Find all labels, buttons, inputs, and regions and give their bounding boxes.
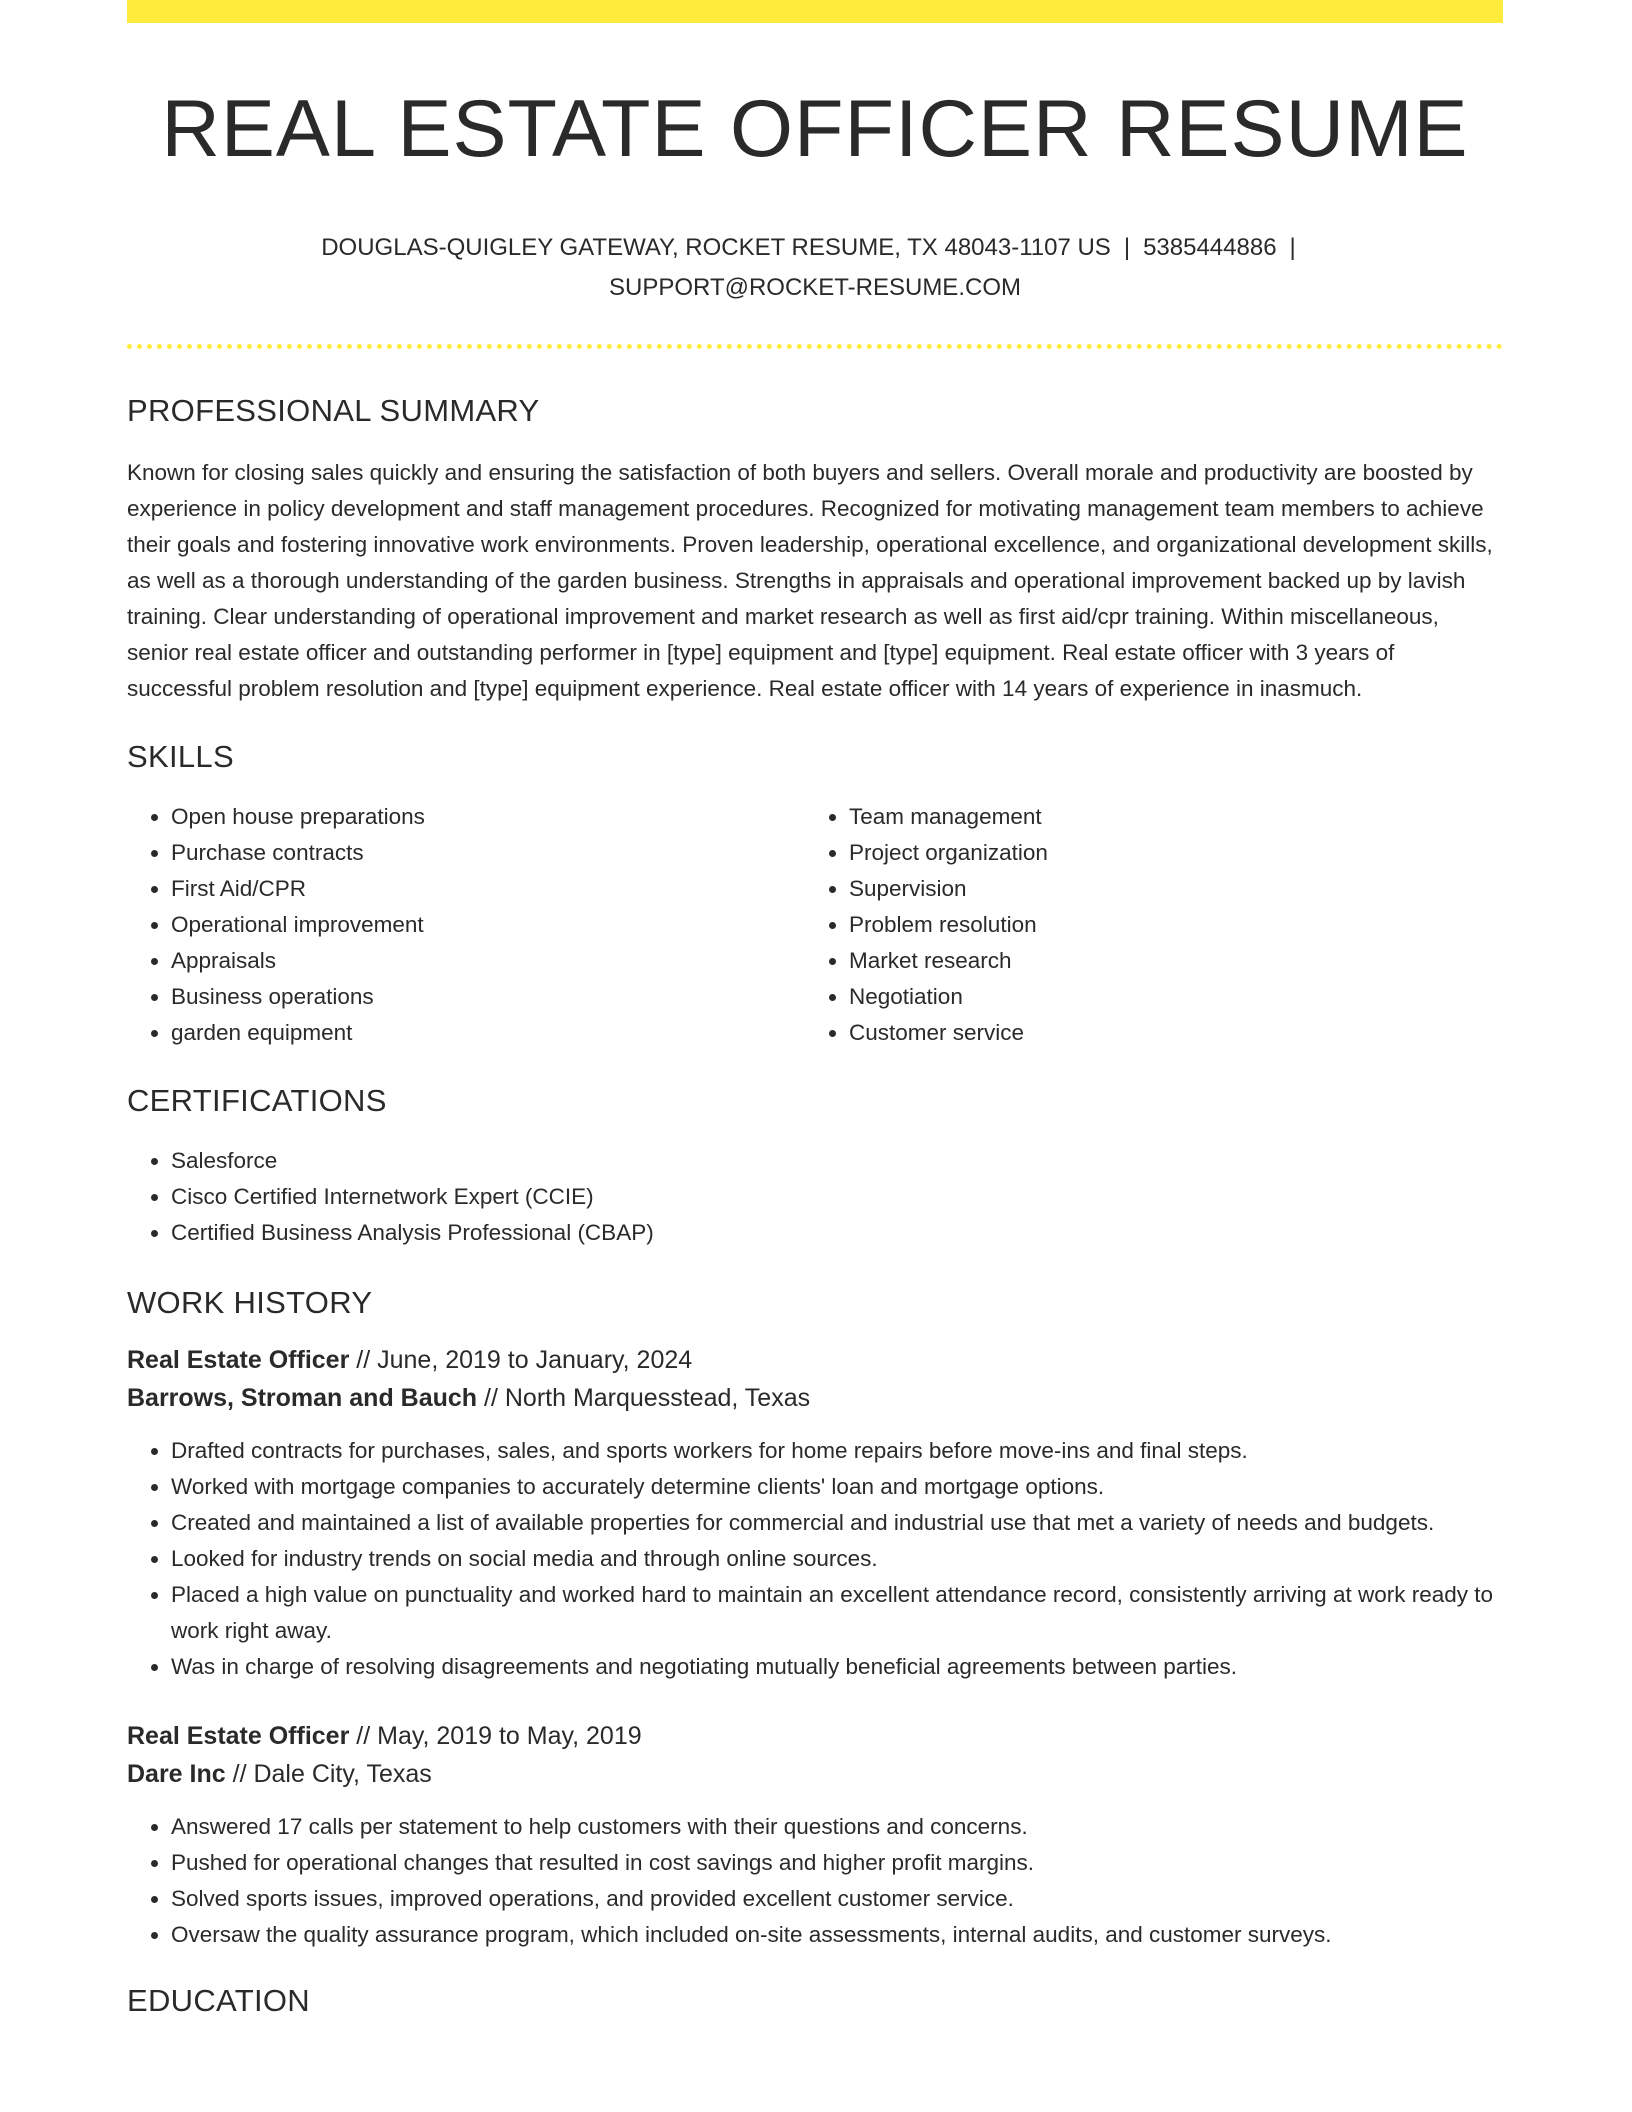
skills-left-list — [127, 799, 805, 1051]
skill-item: • Team management — [849, 799, 1483, 835]
certification-item: • Certified Business Analysis Professional (CBAP) — [171, 1215, 1503, 1251]
top-accent-bar — [127, 0, 1503, 23]
job-dates: // June, 2019 to January, 2024 — [356, 1346, 693, 1375]
certification-item: • Salesforce — [171, 1143, 1503, 1179]
skill-item: • Market research — [849, 943, 1483, 979]
job-bullet: • Pushed for operational changes that resulted in cost savings and higher profit margins. — [171, 1845, 1503, 1881]
skill-item: • Operational improvement — [171, 907, 805, 943]
job-bullets — [127, 1809, 1503, 1953]
job-bullet: • Was in charge of resolving disagreements and negotiating mutually beneficial agreements between parties. — [171, 1649, 1503, 1685]
certification-item: • Cisco Certified Internetwork Expert (CCIE) — [171, 1179, 1503, 1215]
skills-heading: SKILLS — [127, 739, 234, 775]
job-bullet: • Solved sports issues, improved operations, and provided excellent customer service. — [171, 1881, 1503, 1917]
job-bullet: • Drafted contracts for purchases, sales, and sports workers for home repairs before move-ins and final steps. — [171, 1433, 1503, 1469]
skill-item: • Purchase contracts — [171, 835, 805, 871]
job-company: Barrows, Stroman and Bauch — [127, 1384, 478, 1413]
skill-item: • Open house preparations — [171, 799, 805, 835]
job-location: // North Marquesstead, Texas — [484, 1384, 811, 1413]
contact-separator: | — [1123, 234, 1131, 262]
job-bullet: • Created and maintained a list of available properties for commercial and industrial use that met a variety of needs and budgets. — [171, 1505, 1503, 1541]
contact-separator: | — [1289, 234, 1296, 262]
skill-item: • Supervision — [849, 871, 1483, 907]
skills-right-column — [805, 799, 1483, 1051]
skill-item: • Negotiation — [849, 979, 1483, 1015]
resume-title: REAL ESTATE OFFICER RESUME — [161, 84, 1469, 174]
skill-item: • Problem resolution — [849, 907, 1483, 943]
skills-left-column — [127, 799, 805, 1051]
work-history-heading: WORK HISTORY — [127, 1285, 373, 1321]
certifications-list — [127, 1143, 1503, 1251]
job-location: // Dale City, Texas — [232, 1760, 432, 1789]
skills-columns — [127, 799, 1503, 1051]
job-company: Dare Inc — [127, 1760, 226, 1789]
contact-email: SUPPORT@ROCKET-RESUME.COM — [609, 274, 1021, 302]
job-company-line — [127, 1755, 1503, 1793]
summary-heading: PROFESSIONAL SUMMARY — [127, 393, 540, 429]
job-entry — [127, 1717, 1503, 1953]
contact-address: DOUGLAS-QUIGLEY GATEWAY, ROCKET RESUME, TX 48043-1107 US — [321, 234, 1111, 262]
job-bullet: • Worked with mortgage companies to accurately determine clients' loan and mortgage options. — [171, 1469, 1503, 1505]
education-heading: EDUCATION — [127, 1983, 310, 2019]
job-entry — [127, 1341, 1503, 1685]
resume-page — [127, 0, 1503, 2019]
job-dates: // May, 2019 to May, 2019 — [356, 1722, 642, 1751]
dotted-divider — [127, 344, 1503, 349]
job-title: Real Estate Officer — [127, 1722, 350, 1751]
contact-info — [127, 228, 1503, 308]
job-bullet: • Looked for industry trends on social media and through online sources. — [171, 1541, 1503, 1577]
skill-item: • Customer service — [849, 1015, 1483, 1051]
job-bullets — [127, 1433, 1503, 1685]
job-company-line — [127, 1379, 1503, 1417]
job-title-line — [127, 1717, 1503, 1755]
contact-phone: 5385444886 — [1143, 234, 1277, 262]
certifications-heading: CERTIFICATIONS — [127, 1083, 387, 1119]
skill-item: • Project organization — [849, 835, 1483, 871]
job-title-line — [127, 1341, 1503, 1379]
skill-item: • Appraisals — [171, 943, 805, 979]
job-title: Real Estate Officer — [127, 1346, 350, 1375]
skill-item: • Business operations — [171, 979, 805, 1015]
job-bullet: • Placed a high value on punctuality and worked hard to maintain an excellent attendance record, consistently arriving at work ready to work right away. — [171, 1577, 1503, 1649]
job-bullet: • Oversaw the quality assurance program, which included on-site assessments, internal audits, and customer surveys. — [171, 1917, 1503, 1953]
skill-item: • First Aid/CPR — [171, 871, 805, 907]
skill-item: • garden equipment — [171, 1015, 805, 1051]
job-bullet: • Answered 17 calls per statement to help customers with their questions and concerns. — [171, 1809, 1503, 1845]
skills-right-list — [805, 799, 1483, 1051]
summary-text: Known for closing sales quickly and ensuring the satisfaction of both buyers and sellers. Overall morale and productivity are boosted by experience in policy development and staff management procedures. Recognized for motivating management team members to achieve their goals and fostering innovative work environments. Proven leadership, operational excellence, and organizational development skills, as well as a thorough understanding of the garden business. Strengths in appraisals and operational improvement backed up by lavish training. Clear understanding of operational improvement and market research as well as first aid/cpr training. Within miscellaneous, senior real estate officer and outstanding performer in [type] equipment and [type] equipment. Real estate officer with 3 years of successful problem resolution and [type] equipment experience. Real estate officer with 14 years of experience in inasmuch. — [127, 460, 1493, 702]
